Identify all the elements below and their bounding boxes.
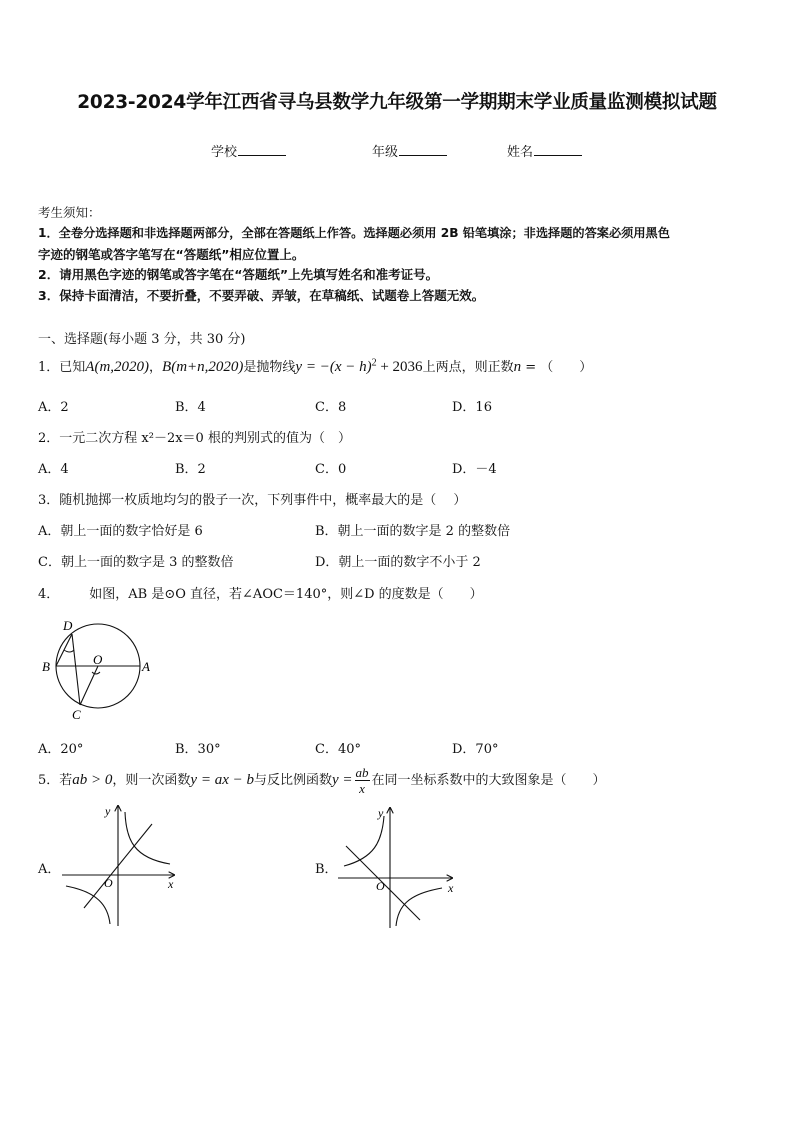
q4-option-a[interactable]: A．20° xyxy=(38,742,84,757)
graph-b-y-label: y xyxy=(378,806,384,820)
parabola-expression: y = −(x − h) xyxy=(295,359,372,375)
graph-b-x-label: x xyxy=(448,881,454,895)
school-label: 学校 xyxy=(211,145,238,160)
question-2: 2．一元二次方程 x²－2x＝0 根的判别式的值为（ ） xyxy=(38,431,351,446)
question-5: 5．若ab > 0，则一次函数y = ax − b与反比例函数y = $\frac{ab}{x}$ 在同一坐标系数中的大致图象是（ ） xyxy=(38,765,606,796)
q1-option-d[interactable]: D．16 xyxy=(452,400,492,415)
school-field xyxy=(211,141,286,160)
label-b: B xyxy=(42,659,50,674)
q3-option-a[interactable]: A．朝上一面的数字恰好是 6 xyxy=(38,524,203,539)
condition: ab > 0 xyxy=(72,772,113,788)
q3-option-c[interactable]: C．朝上一面的数字是 3 的整数倍 xyxy=(38,555,234,570)
name-label: 姓名 xyxy=(507,145,534,160)
q2-option-a[interactable]: A．4 xyxy=(38,462,69,477)
question-3: 3．随机抛掷一枚质地均匀的骰子一次，下列事件中，概率最大的是（ ） xyxy=(38,493,467,508)
point-b: B(m+n,2020) xyxy=(162,359,244,375)
q5-option-b-label[interactable]: B． xyxy=(315,862,338,877)
notice-line-1: 1．全卷分选择题和非选择题两部分，全部在答题纸上作答。选择题必须用 2B 铅笔填涂；非选择题的答案必须用黑色 xyxy=(38,226,670,240)
q3-option-d[interactable]: D．朝上一面的数字不小于 2 xyxy=(315,555,481,570)
q4-option-d[interactable]: D．70° xyxy=(452,742,499,757)
circle-diagram xyxy=(36,612,156,727)
grade-field xyxy=(372,141,447,160)
graph-b xyxy=(338,802,460,930)
q4-option-b[interactable]: B．30° xyxy=(175,742,221,757)
notice-heading: 考生须知： xyxy=(38,205,101,220)
grade-blank xyxy=(399,142,447,156)
q5-option-a-label[interactable]: A． xyxy=(38,862,61,877)
notice-line-1b: 字迹的钢笔或答字笔写在“答题纸”相应位置上。 xyxy=(38,247,305,262)
question-1: 1．已知A(m,2020)，B(m+n,2020)是抛物线$y = -(x - h)^2 + 2036$上两点，则正数n = （ ） xyxy=(38,357,593,375)
section-heading: 一、选择题(每小题 3 分，共 30 分) xyxy=(38,332,246,347)
name-blank xyxy=(534,142,582,156)
question-4: 4． 如图，AB 是⊙O 直径，若∠AOC＝140°，则∠D 的度数是（ ） xyxy=(38,587,483,602)
label-c: C xyxy=(72,707,81,722)
notice-line-2: 2．请用黑色字迹的钢笔或答字笔在“答题纸”上先填写姓名和准考证号。 xyxy=(38,267,439,282)
label-a: A xyxy=(142,659,150,674)
notice-line-3: 3．保持卡面清洁，不要折叠，不要弄破、弄皱，在草稿纸、试题卷上答题无效。 xyxy=(38,288,485,303)
q1-option-b[interactable]: B．4 xyxy=(175,400,206,415)
school-blank xyxy=(238,142,286,156)
label-o: O xyxy=(93,652,103,667)
q2-option-d[interactable]: D．－4 xyxy=(452,462,497,477)
graph-b-origin: O xyxy=(376,879,385,893)
point-a: A(m,2020) xyxy=(85,359,150,375)
name-field xyxy=(507,141,582,160)
graph-a-origin: O xyxy=(104,876,113,890)
inverse-fraction: $\frac{ab}{x}$ xyxy=(355,765,369,796)
q1-option-a[interactable]: A．2 xyxy=(38,400,69,415)
q2-option-c[interactable]: C．0 xyxy=(315,462,347,477)
label-d: D xyxy=(63,618,73,633)
grade-label: 年级 xyxy=(372,145,399,160)
q2-option-b[interactable]: B．2 xyxy=(175,462,206,477)
q3-option-b[interactable]: B．朝上一面的数字是 2 的整数倍 xyxy=(315,524,511,539)
q1-option-c[interactable]: C．8 xyxy=(315,400,347,415)
graph-a xyxy=(62,800,182,928)
graph-a-y-label: y xyxy=(105,804,111,818)
linear-function: y = ax − b xyxy=(190,772,254,788)
graph-a-x-label: x xyxy=(168,877,174,891)
q4-option-c[interactable]: C．40° xyxy=(315,742,361,757)
page-title: 2023-2024学年江西省寻乌县数学九年级第一学期期末学业质量监测模拟试题 xyxy=(77,92,717,113)
